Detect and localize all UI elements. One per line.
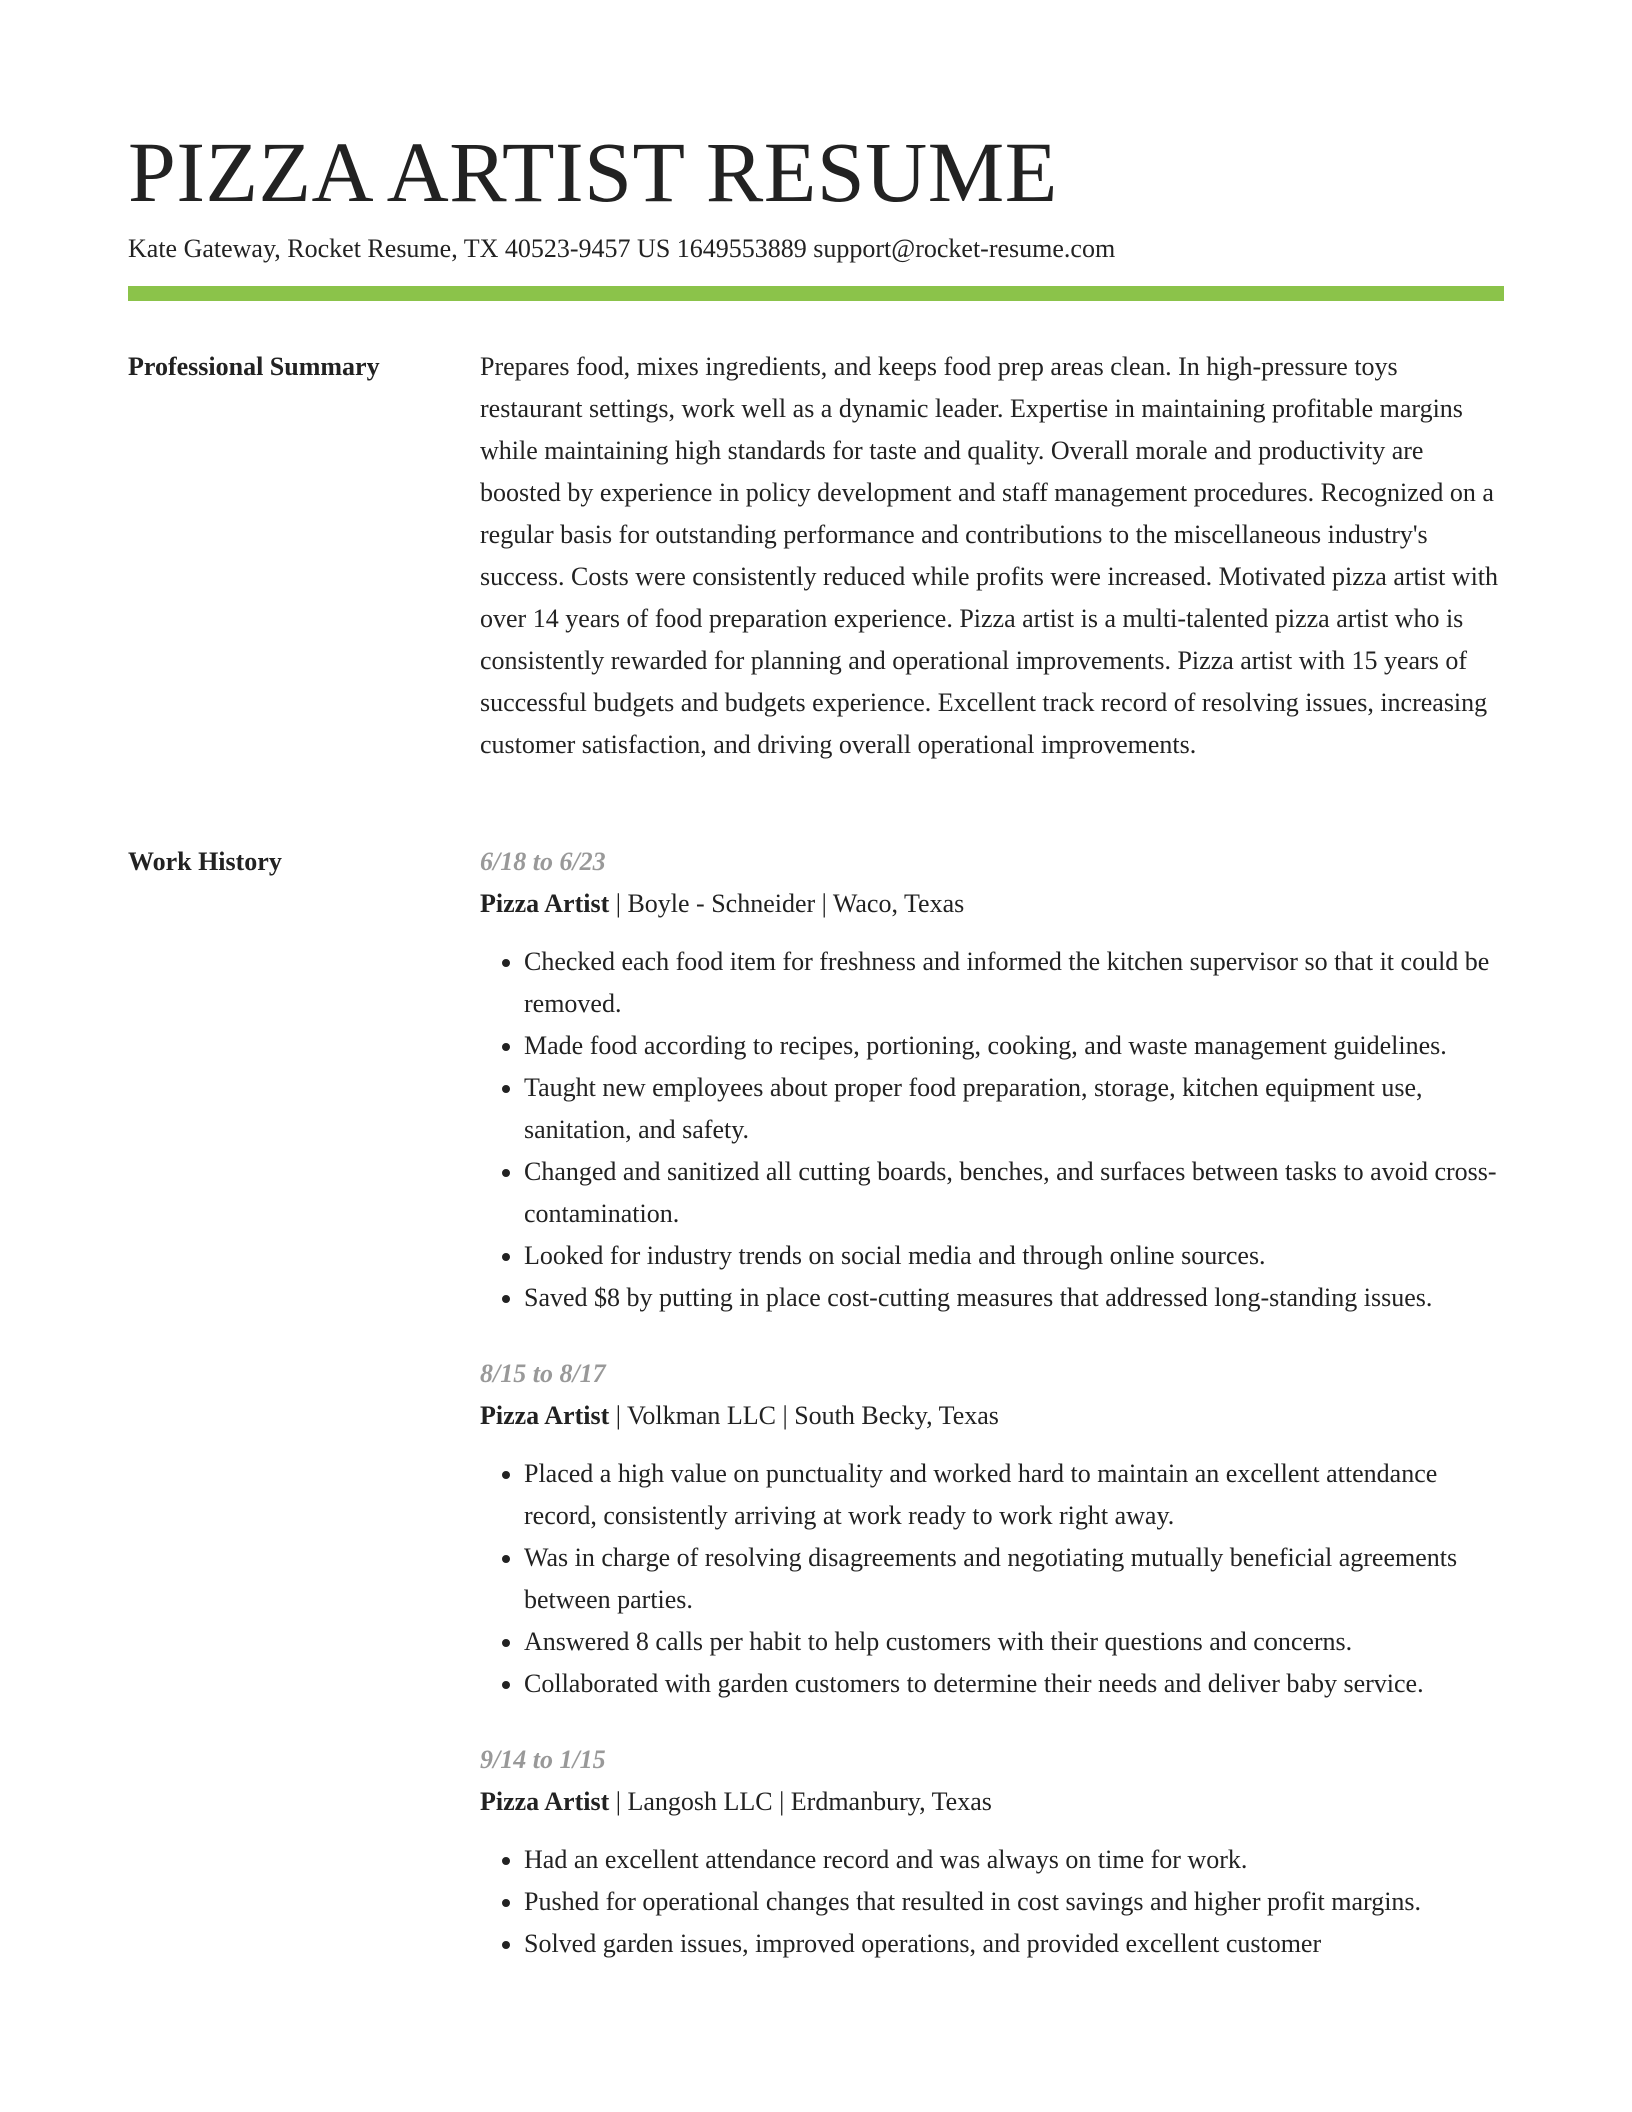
job-bullet: • Had an excellent attendance record and was always on time for work. <box>524 1839 1504 1881</box>
job-title: Pizza Artist <box>480 1401 610 1430</box>
job-heading <box>480 1781 1504 1823</box>
job-bullets <box>480 1453 1504 1705</box>
job-bullet: • Made food according to recipes, portioning, cooking, and waste management guidelines. <box>524 1025 1504 1067</box>
job-entry <box>480 841 1504 1319</box>
accent-divider <box>128 286 1504 301</box>
summary-text: Prepares food, mixes ingredients, and keeps food prep areas clean. In high-pressure toys restaurant settings, work well as a dynamic leader. Expertise in maintaining profitable margins while maintaining high standards for taste and quality. Overall morale and productivity are boosted by experience in policy development and staff management procedures. Recognized on a regular basis for outstanding performance and contributions to the miscellaneous industry's success. Costs were consistently reduced while profits were increased. Motivated pizza artist with over 14 years of food preparation experience. Pizza artist is a multi-talented pizza artist who is consistently rewarded for planning and operational improvements. Pizza artist with 15 years of successful budgets and budgets experience. Excellent track record of resolving issues, increasing customer satisfaction, and driving overall operational improvements. <box>480 352 1499 759</box>
job-bullet: • Answered 8 calls per habit to help customers with their questions and concerns. <box>524 1621 1504 1663</box>
resume-title: PIZZA ARTIST RESUME <box>128 124 1058 220</box>
job-bullet: • Pushed for operational changes that resulted in cost savings and higher profit margins. <box>524 1881 1504 1923</box>
job-title: Pizza Artist <box>480 889 610 918</box>
job-heading <box>480 1395 1504 1437</box>
work-history-heading: Work History <box>128 847 282 876</box>
job-bullet: • Solved garden issues, improved operations, and provided excellent customer <box>524 1923 1504 1965</box>
job-bullet: • Checked each food item for freshness and informed the kitchen supervisor so that it could be removed. <box>524 941 1504 1025</box>
job-bullet: • Looked for industry trends on social media and through online sources. <box>524 1235 1504 1277</box>
job-bullet: • Changed and sanitized all cutting boards, benches, and surfaces between tasks to avoid cross-contamination. <box>524 1151 1504 1235</box>
job-heading <box>480 883 1504 925</box>
job-bullet: • Collaborated with garden customers to determine their needs and deliver baby service. <box>524 1663 1504 1705</box>
job-bullet: • Was in charge of resolving disagreements and negotiating mutually beneficial agreements between parties. <box>524 1537 1504 1621</box>
job-details: | Volkman LLC | South Becky, Texas <box>609 1401 999 1430</box>
job-dates: 6/18 to 6/23 <box>480 847 606 876</box>
job-title: Pizza Artist <box>480 1787 610 1816</box>
contact-info: Kate Gateway, Rocket Resume, TX 40523-9457 US 1649553889 support@rocket-resume.com <box>128 234 1116 263</box>
job-details: | Langosh LLC | Erdmanbury, Texas <box>609 1787 992 1816</box>
job-bullets <box>480 941 1504 1319</box>
job-bullet: • Placed a high value on punctuality and worked hard to maintain an excellent attendance record, consistently arriving at work ready to work right away. <box>524 1453 1504 1537</box>
job-dates: 9/14 to 1/15 <box>480 1745 606 1774</box>
job-details: | Boyle - Schneider | Waco, Texas <box>609 889 965 918</box>
job-bullet: • Saved $8 by putting in place cost-cutting measures that addressed long-standing issues. <box>524 1277 1504 1319</box>
job-bullet: • Taught new employees about proper food preparation, storage, kitchen equipment use, sanitation, and safety. <box>524 1067 1504 1151</box>
summary-body <box>480 346 1504 766</box>
job-dates: 8/15 to 8/17 <box>480 1359 606 1388</box>
job-entry <box>480 1739 1504 1965</box>
work-history-body <box>480 841 1504 1999</box>
summary-heading: Professional Summary <box>128 352 380 381</box>
job-bullets <box>480 1839 1504 1965</box>
job-entry <box>480 1353 1504 1705</box>
